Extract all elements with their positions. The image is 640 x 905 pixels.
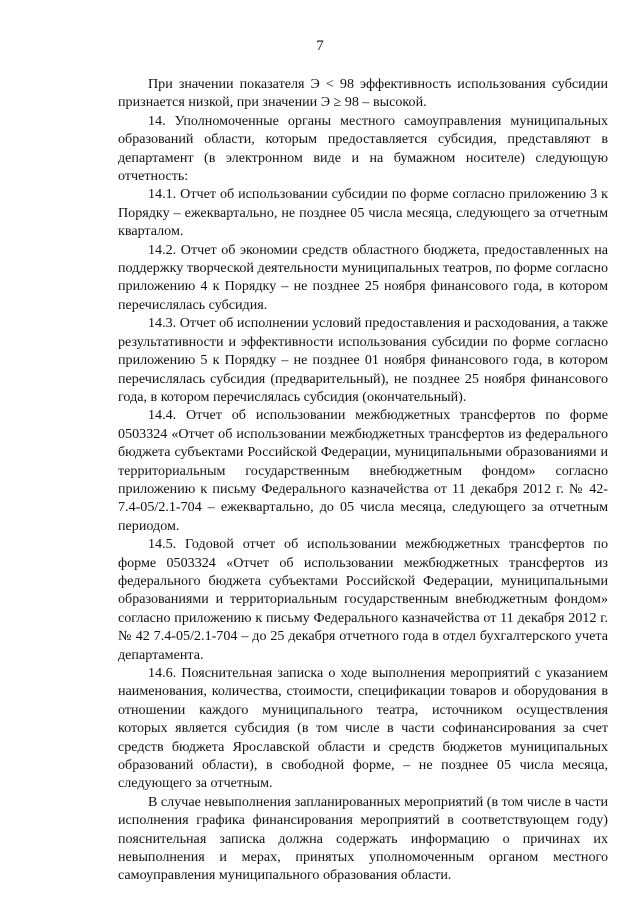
- paragraph-non-fulfillment: В случае невыполнения запланированных мероприятий (в том числе в части исполнения графика финансирования мероприятий в соответствующем году) пояснительная записка должна содержать информацию о причинах их невыполнения и мерах, принятых уполномоченным органом местного самоуправления муниципального образования области.: [118, 793, 609, 884]
- paragraph-14-6: 14.6. Пояснительная записка о ходе выполнения мероприятий с указанием наименования, количества, стоимости, спецификации товаров и оборудования в отношении каждого муниципального театра, источником осуществления которых является субсидия (в том числе в части софинансирования за счет средств бюджета Ярославской области и средств бюджетов муниципальных образований области), в свободной форме, – не позднее 05 числа месяца, следующего за отчетным.: [118, 665, 608, 792]
- paragraph-14-5: 14.5. Годовой отчет об использовании межбюджетных трансфертов по форме 0503324 «Отчет об использовании межбюджетных трансфертов из федерального бюджета субъектами Российской Федерации, муниципальными образованиями и территориальным государственным внебюджетным фондом» согласно приложению к письму Федерального казначейства от 11 декабря 2012 г. № 42 7.4-05/2.1-704 – до 25 декабря отчетного года в отдел бухгалтерского учета департамента.: [118, 536, 608, 663]
- page-number: 7: [316, 38, 324, 54]
- paragraph-14-3: 14.3. Отчет об исполнении условий предоставления и расходования, а также результативности и эффективности использования субсидии по форме согласно приложению 5 к Порядку – не позднее 01 ноября финансового года, в котором перечислялась субсидия (предварительный), не позднее 25 ноября финансового года, в котором перечислялась субсидия (окончательный).: [118, 315, 608, 405]
- document-body: [118, 75, 608, 885]
- paragraph-efficiency-threshold: При значении показателя Э < 98 эффективность использования субсидии признается низкой, при значении Э ≥ 98 – высокой.: [118, 76, 608, 111]
- paragraph-14-reporting: 14. Уполномоченные органы местного самоуправления муниципальных образований области, которым предоставляется субсидия, представляют в департамент (в электронном виде и на бумажном носителе) следующую отчетность:: [118, 112, 608, 185]
- paragraph-14-4: 14.4. Отчет об использовании межбюджетных трансфертов по форме 0503324 «Отчет об использовании межбюджетных трансфертов из федерального бюджета субъектами Российской Федерации, муниципальными образованиями и территориальным государственным внебюджетным фондом» согласно приложению к письму Федерального казначейства от 11 декабря 2012 г. № 42-7.4-05/2.1-704 – ежеквартально, до 05 числа месяца, следующего за отчетным периодом.: [118, 407, 608, 534]
- paragraph-14-2: 14.2. Отчет об экономии средств областного бюджета, предоставленных на поддержку творческой деятельности муниципальных театров, по форме согласно приложению 4 к Порядку – не позднее 25 ноября финансового года, в котором перечислялась субсидия.: [118, 241, 608, 313]
- paragraph-14-1: 14.1. Отчет об использовании субсидии по форме согласно приложению 3 к Порядку – ежеквартально, не позднее 05 числа месяца, следующего за отчетным кварталом.: [118, 186, 608, 240]
